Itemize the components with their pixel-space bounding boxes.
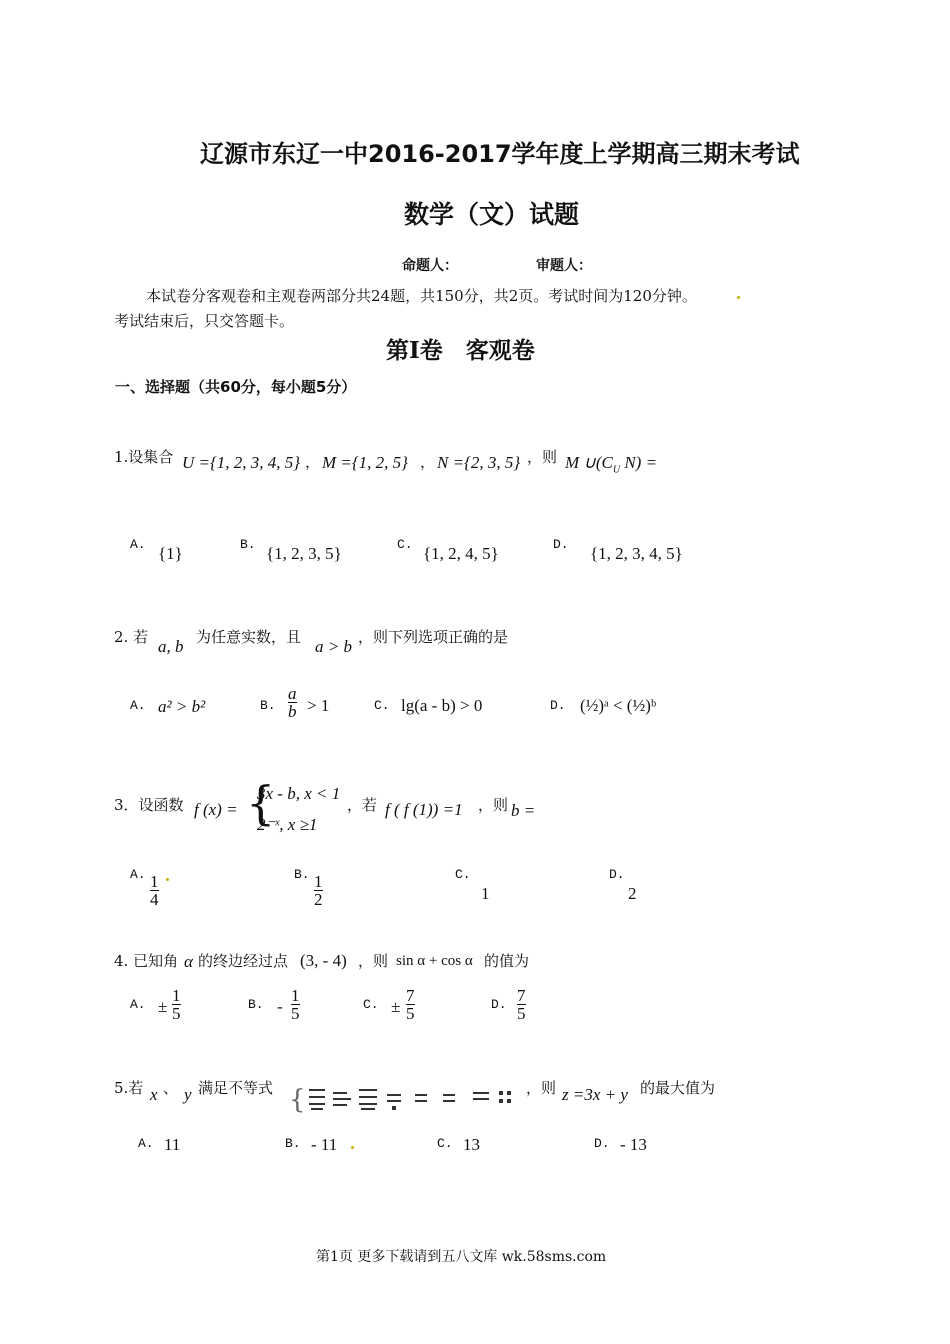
author-label: 命题人：	[402, 258, 458, 274]
q3-option-b-label[interactable]: B.	[294, 867, 310, 882]
exam-subtitle: 数学（文）试题	[404, 200, 580, 229]
exam-title: 辽源市东辽一中2016-2017学年度上学期高三期末考试	[200, 140, 800, 168]
q4-option-b-fraction	[291, 986, 300, 1022]
q2-option-a-label[interactable]: A.	[130, 698, 146, 713]
q3-option-a-num: 1	[150, 872, 159, 891]
speck-mark	[351, 1146, 354, 1149]
q4-option-b-den: 5	[291, 1004, 300, 1023]
q5-option-b-value: - 11	[311, 1135, 338, 1154]
q1-expr-end: N) =	[624, 453, 658, 472]
q3-option-a-fraction	[150, 872, 159, 908]
q4-alpha: α	[184, 952, 193, 971]
q2-option-a-value: a² > b²	[158, 697, 206, 716]
q4-option-a-den: 5	[172, 1004, 181, 1023]
q3-cond: f ( f (1)) =1	[385, 800, 463, 819]
section-title: 第Ⅰ卷 客观卷	[386, 337, 535, 364]
q5-constraint-graphic	[287, 1084, 523, 1114]
q3-case-2: 2⁻ˣ, x ≥1	[257, 815, 318, 834]
q2-prefix: 2. 若	[114, 628, 149, 646]
q1-set-n: N ={2, 3, 5}	[437, 453, 521, 472]
q3-option-b-num: 1	[314, 872, 323, 891]
q5-option-c-label[interactable]: C.	[437, 1136, 453, 1151]
svg-text:{: {	[289, 1085, 306, 1114]
q4-option-a-label[interactable]: A.	[130, 997, 146, 1012]
q1-option-b-value: {1, 2, 3, 5}	[266, 544, 342, 563]
q2-option-b-label[interactable]: B.	[260, 698, 276, 713]
q4-tail: 的值为	[484, 952, 530, 970]
intro-line-1: 本试卷分客观卷和主观卷两部分共24题，共150分，共2页。考试时间为120分钟。	[146, 287, 697, 305]
q2-option-d-value: (½)ᵃ < (½)ᵇ	[580, 696, 657, 715]
q4-option-d-label[interactable]: D.	[491, 997, 507, 1012]
q2-cond: a > b	[315, 637, 352, 656]
q3-target: b =	[511, 801, 536, 820]
q2-option-c-value: lg(a - b) > 0	[401, 696, 483, 715]
q5-expr: z =3x + y	[562, 1085, 628, 1104]
q4-mid: 的终边经过点	[198, 952, 289, 970]
q4-option-d-num: 7	[517, 986, 526, 1005]
q2-option-b-rest: > 1	[307, 696, 330, 715]
intro-line-2: 考试结束后，只交答题卡。	[114, 312, 295, 330]
q1-then: ，则	[527, 448, 558, 466]
q1-expr-sub: U	[612, 464, 621, 476]
q5-y: y	[184, 1085, 192, 1104]
q3-option-b-den: 2	[314, 890, 323, 909]
q3-brace: {	[246, 776, 276, 830]
q1-option-b-label[interactable]: B.	[240, 537, 256, 552]
q4-option-a-sign: ±	[158, 997, 168, 1016]
q5-sep: 、	[163, 1079, 179, 1097]
q5-tail: 的最大值为	[640, 1079, 716, 1097]
q3-prefix: 3．设函数	[114, 796, 184, 814]
q4-expr: sin α + cos α	[396, 953, 473, 969]
q4-option-c-sign: ±	[391, 997, 401, 1016]
q4-option-b-num: 1	[291, 986, 300, 1005]
q4-option-a-fraction	[172, 986, 181, 1022]
q3-case-1: 3x - b, x < 1	[257, 784, 341, 803]
q2-vars: a, b	[158, 637, 184, 656]
q3-option-a-den: 4	[150, 890, 159, 909]
speck-mark	[166, 878, 169, 881]
q3-option-a-label[interactable]: A.	[130, 867, 146, 882]
q2-option-b-fraction	[288, 684, 297, 720]
q3-option-b-fraction	[314, 872, 323, 908]
q4-then: ，则	[358, 952, 389, 970]
q1-expr-start: M ∪(C	[565, 453, 613, 472]
q1-option-a-label[interactable]: A.	[130, 537, 146, 552]
q5-then: ，则	[526, 1079, 557, 1097]
q5-option-c-value: 13	[463, 1135, 480, 1154]
q3-option-d-value: 2	[628, 884, 637, 903]
q5-prefix: 5.若	[114, 1079, 144, 1097]
q4-option-d-den: 5	[517, 1004, 526, 1023]
q2-option-d-label[interactable]: D.	[550, 698, 566, 713]
q4-option-c-num: 7	[406, 986, 415, 1005]
q4-option-c-label[interactable]: C.	[363, 997, 379, 1012]
q1-set-u: U ={1, 2, 3, 4, 5}	[182, 453, 301, 472]
speck-mark	[737, 296, 740, 299]
q4-option-b-sign: -	[277, 997, 283, 1016]
q1-expr	[565, 453, 657, 475]
q2-option-b-num: a	[288, 684, 297, 703]
q2-option-c-label[interactable]: C.	[374, 698, 390, 713]
q2-option-b-den: b	[288, 702, 297, 721]
q4-point: (3, - 4)	[300, 951, 347, 970]
q5-option-a-value: 11	[164, 1135, 181, 1154]
q1-option-d-label[interactable]: D.	[553, 537, 569, 552]
q1-comma-1: ，	[305, 453, 321, 471]
q5-option-b-label[interactable]: B.	[285, 1136, 301, 1151]
q5-option-a-label[interactable]: A.	[138, 1136, 154, 1151]
q1-option-d-value: {1, 2, 3, 4, 5}	[590, 544, 683, 563]
reviewer-label: 审题人：	[536, 258, 592, 274]
q3-function: f (x) =	[194, 800, 238, 819]
q4-option-d-fraction	[517, 986, 526, 1022]
q3-option-c-label[interactable]: C.	[455, 867, 471, 882]
q1-set-m: M ={1, 2, 5}	[322, 453, 408, 472]
q2-tail: ，则下列选项正确的是	[358, 628, 509, 646]
q3-cond-prefix: ，若	[347, 796, 378, 814]
q4-option-c-fraction	[406, 986, 415, 1022]
q1-prefix: 1.设集合	[114, 448, 174, 466]
q5-option-d-label[interactable]: D.	[594, 1136, 610, 1151]
q4-option-a-num: 1	[172, 986, 181, 1005]
q4-option-b-label[interactable]: B.	[248, 997, 264, 1012]
q1-option-c-label[interactable]: C.	[397, 537, 413, 552]
q5-mid: 满足不等式	[198, 1079, 274, 1097]
q1-option-a-value: {1}	[158, 544, 183, 563]
q4-prefix: 4. 已知角	[114, 952, 179, 970]
q5-x: x	[150, 1085, 158, 1104]
part-heading: 一、选择题（共60分，每小题5分）	[115, 378, 357, 396]
q4-option-c-den: 5	[406, 1004, 415, 1023]
q1-comma-2: ，	[420, 453, 436, 471]
q5-option-d-value: - 13	[620, 1135, 647, 1154]
page-footer: 第1页 更多下载请到五八文库 wk.58sms.com	[316, 1249, 607, 1265]
q3-option-c-value: 1	[481, 884, 490, 903]
q2-mid: 为任意实数，且	[196, 628, 302, 646]
q3-then: ，则	[478, 796, 509, 814]
q3-option-d-label[interactable]: D.	[609, 867, 625, 882]
q1-option-c-value: {1, 2, 4, 5}	[423, 544, 499, 563]
